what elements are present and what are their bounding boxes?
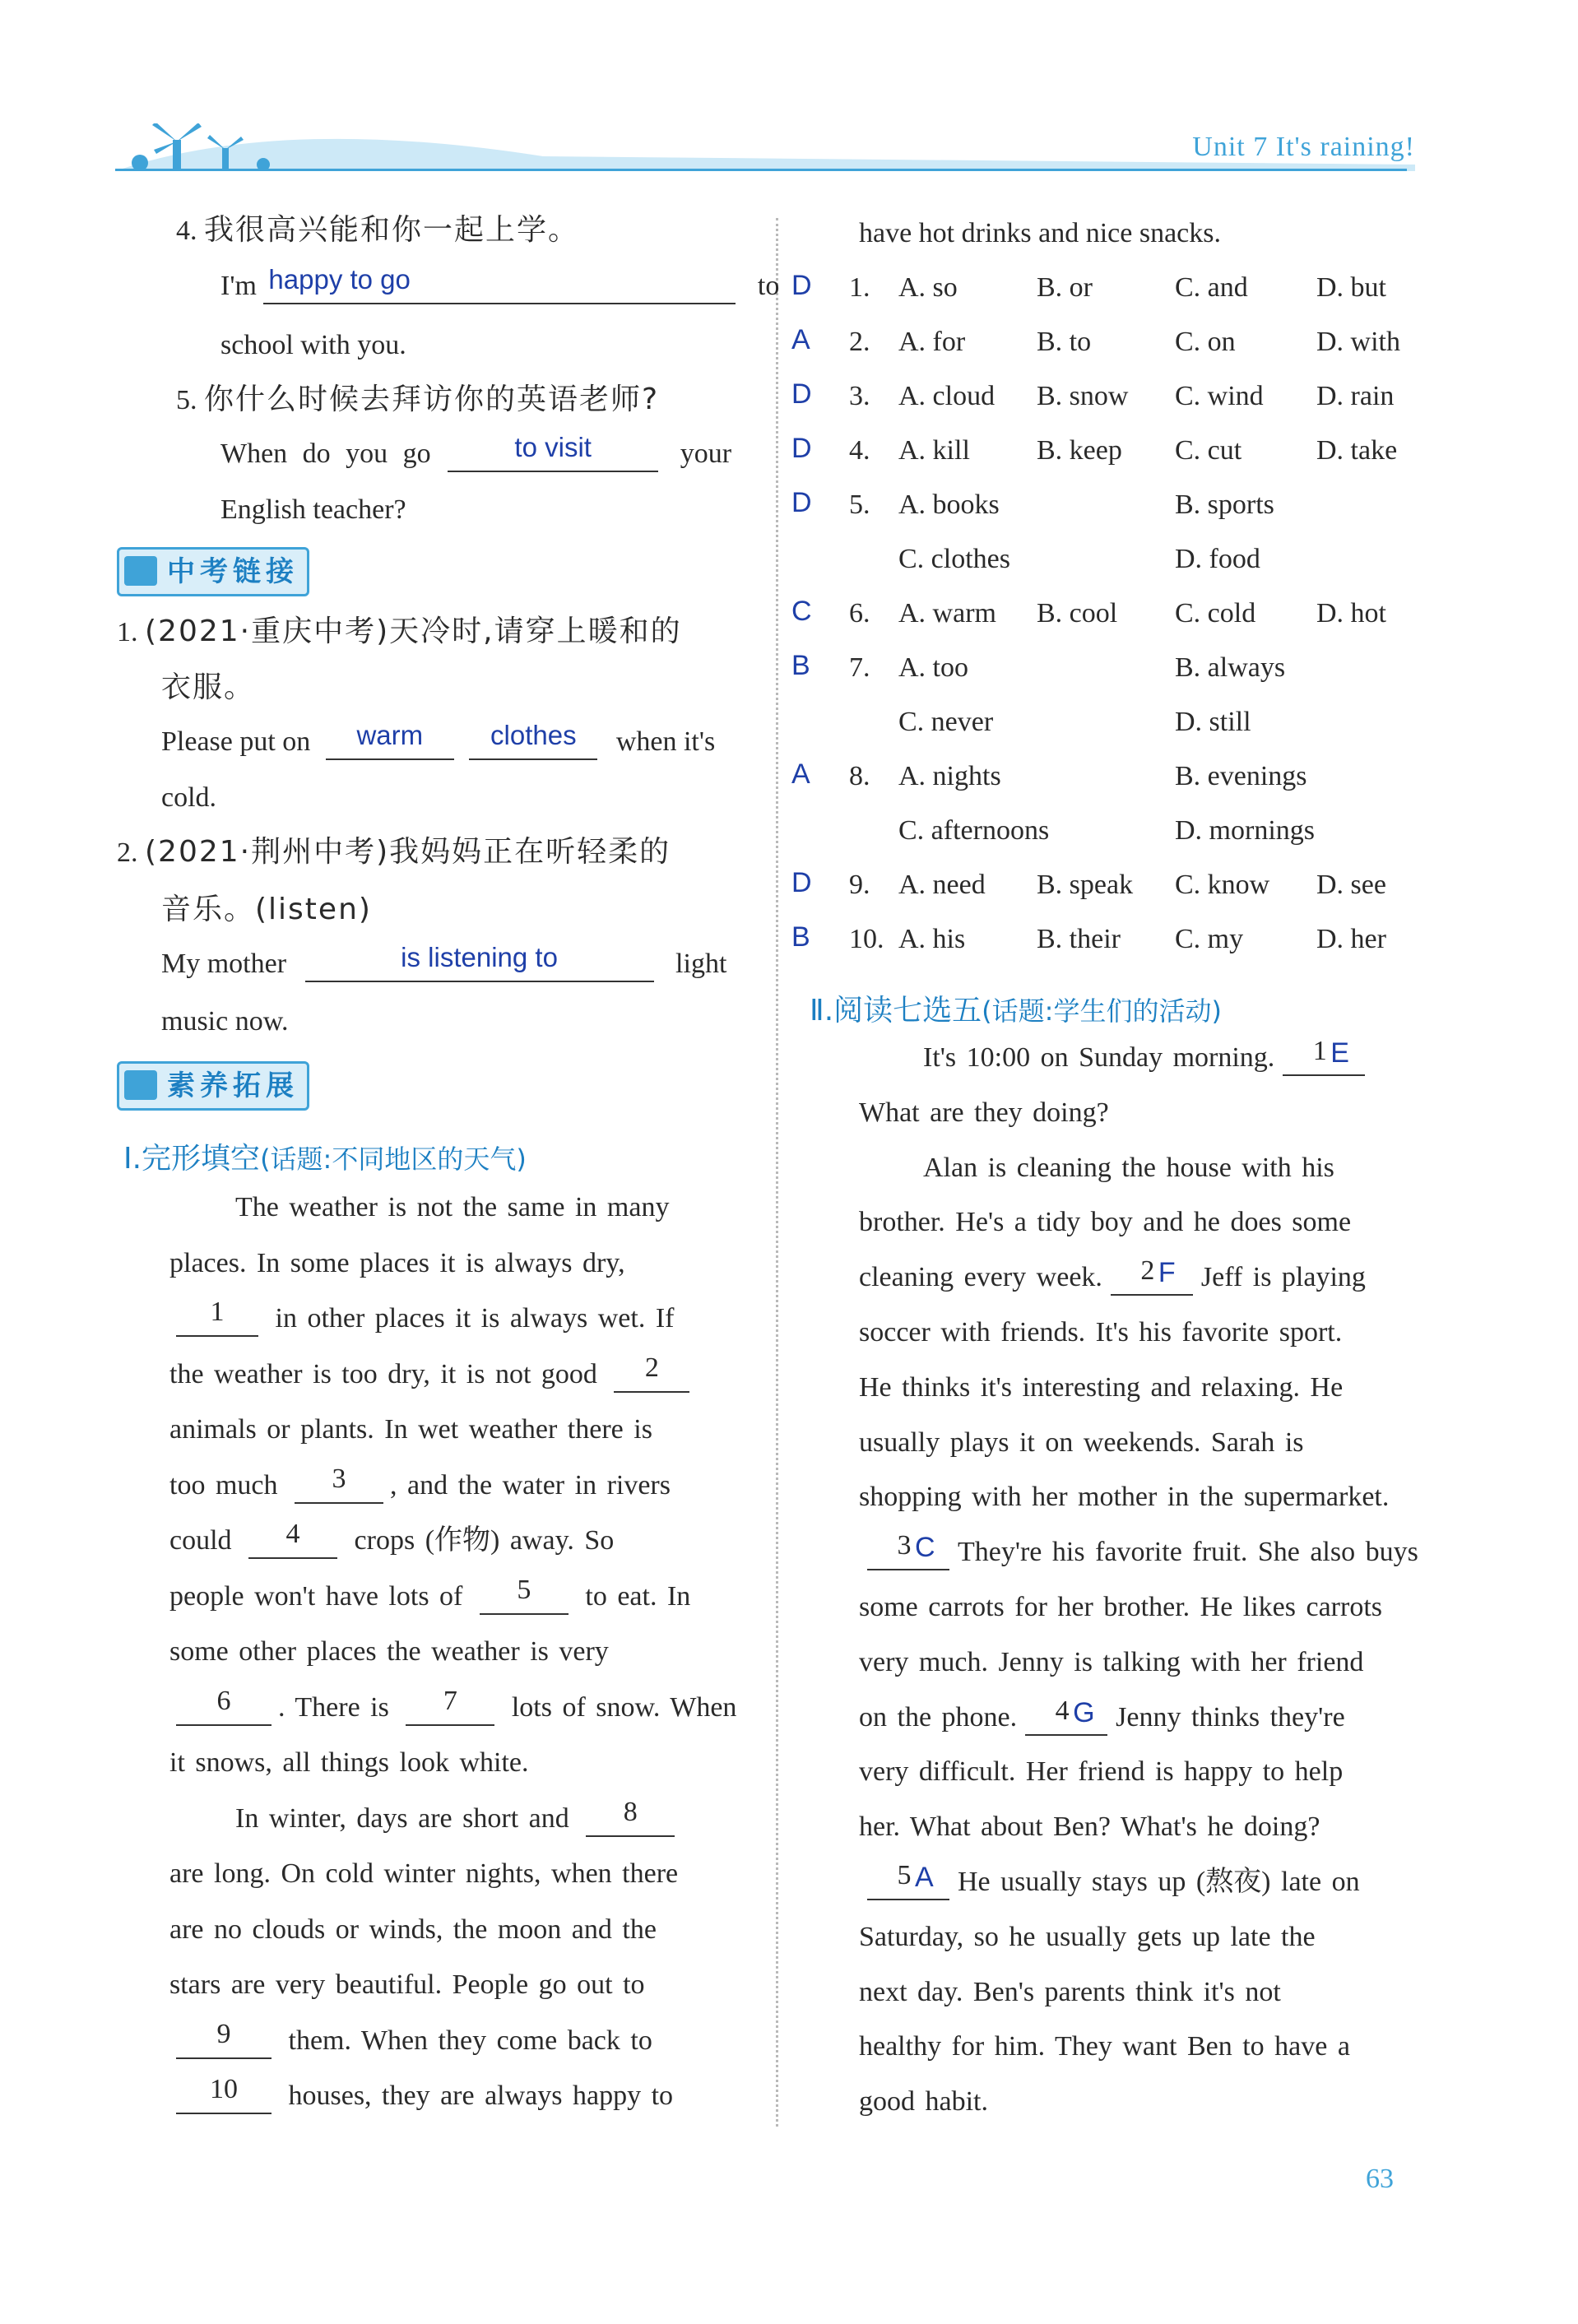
option-a[interactable]: A. so (898, 272, 958, 303)
zhongkao-question-1 (117, 614, 682, 651)
question-number: 1. (117, 617, 138, 647)
question-4-sentence (220, 264, 780, 304)
cloze-blank[interactable] (295, 1463, 383, 1504)
column-divider (776, 218, 778, 2127)
reading-text: He usually stays up (熬夜) late on (958, 1867, 1360, 1897)
choice-number: 3. (849, 381, 870, 411)
choice-number: 7. (849, 652, 870, 683)
cloze-blank[interactable] (176, 1685, 272, 1726)
reading-line (859, 1644, 1436, 1681)
option-a[interactable]: A. need (898, 870, 986, 900)
reading-line (859, 1479, 1436, 1515)
option-b[interactable]: B. keep (1037, 435, 1122, 466)
option-a[interactable]: A. kill (898, 435, 970, 466)
cloze-blank[interactable] (248, 1519, 337, 1559)
blank-answer: G (1073, 1696, 1095, 1728)
question-number: 4. (176, 216, 197, 246)
option-b[interactable]: B. sports (1175, 489, 1274, 520)
reading-text: good habit. (859, 2086, 988, 2118)
question-chinese: 你什么时候去拜访你的英语老师? (204, 383, 660, 416)
answer-blank[interactable] (469, 720, 597, 760)
question-chinese: (2021·荆州中考)我妈妈正在听轻柔的 (145, 835, 671, 869)
passage-line (169, 1912, 740, 1948)
option-b[interactable]: B. always (1175, 652, 1286, 683)
option-b[interactable]: B. cool (1037, 598, 1118, 629)
passage-line (235, 1190, 740, 1226)
option-c[interactable]: C. wind (1175, 381, 1264, 411)
sentence-text: when it's (615, 726, 716, 757)
passage-line (169, 1574, 740, 1615)
passage-text: lots of snow. When (501, 1691, 737, 1723)
reading-text: usually plays it on weekends. Sarah is (859, 1426, 1304, 1458)
blank-number: 7 (443, 1685, 457, 1716)
blank-answer: C (915, 1532, 935, 1564)
reading-line (859, 1315, 1436, 1351)
option-b[interactable]: B. or (1037, 272, 1093, 303)
option-d[interactable]: D. with (1316, 327, 1400, 357)
passage-line (169, 1967, 740, 2003)
passage-line (169, 1519, 740, 1559)
reading-text: very much. Jenny is talking with her friend (859, 1646, 1364, 1677)
question-number: 5. (176, 385, 197, 415)
sentence-text: English teacher? (220, 494, 406, 525)
sentence-text: I'm (220, 271, 257, 301)
blank-number: 4 (1055, 1695, 1070, 1726)
cloze-section-title (123, 1135, 527, 1177)
choice-answer: D (791, 378, 812, 410)
section-tag-zhongkao (117, 547, 309, 596)
reading-line (859, 1754, 1436, 1790)
unit-title: Unit 7 It's raining! (1192, 132, 1415, 162)
choice-number: 9. (849, 870, 870, 900)
reading-blank[interactable] (1025, 1695, 1107, 1736)
option-d[interactable]: D. but (1316, 272, 1386, 303)
cloze-blank[interactable] (176, 1297, 258, 1337)
blank-number: 2 (1140, 1255, 1155, 1287)
blank-number: 9 (216, 2018, 231, 2049)
passage-line (169, 1856, 740, 1892)
option-d[interactable]: D. hot (1316, 598, 1386, 629)
section-topic: (话题:不同地区的天气) (260, 1143, 527, 1175)
question-chinese: 音乐。(listen) (161, 893, 372, 926)
answer-blank[interactable] (326, 720, 454, 760)
passage-text: houses, they are always happy to (278, 2080, 674, 2111)
reading-section-title (810, 987, 1222, 1029)
sentence-text: cold. (161, 782, 217, 813)
answer-text: to visit (514, 432, 592, 462)
passage-line (169, 2018, 740, 2059)
reading-text: her. What about Ben? What's he doing? (859, 1811, 1320, 1843)
passage-line (169, 1297, 740, 1337)
option-b[interactable]: B. to (1037, 327, 1092, 357)
question-chinese: 衣服。 (161, 670, 256, 704)
question-5-sentence (220, 432, 732, 472)
option-c[interactable]: C. my (1175, 924, 1244, 954)
option-d[interactable]: D. her (1316, 924, 1386, 954)
sentence-text: When do you go (220, 438, 431, 469)
question-chinese: 我很高兴能和你一起上学。 (204, 213, 580, 247)
choice-answer: A (791, 758, 810, 790)
reading-line (859, 1809, 1436, 1845)
option-c[interactable]: C. cold (1175, 598, 1256, 629)
choice-number: 6. (849, 598, 870, 629)
choice-answer: D (791, 270, 812, 301)
tag-label: 中考链接 (167, 555, 299, 588)
reading-text: Alan is cleaning the house with his (923, 1152, 1334, 1183)
cloze-blank[interactable] (176, 2074, 272, 2114)
choice-answer: D (791, 433, 812, 464)
choice-answer: C (791, 596, 812, 627)
passage-text: to eat. In (574, 1580, 691, 1612)
reading-text: very difficult. Her friend is happy to help (859, 1756, 1344, 1788)
choice-number: 10. (849, 924, 884, 954)
passage-line (169, 1352, 740, 1393)
passage-line (169, 2074, 740, 2114)
reading-line (859, 2084, 1436, 2120)
option-a[interactable]: A. nights (898, 761, 1001, 791)
sentence-text: to (757, 271, 780, 301)
choice-number: 2. (849, 327, 870, 357)
choice-answer: B (791, 650, 810, 681)
blank-number: 4 (285, 1519, 300, 1549)
passage-text: In winter, days are short and (235, 1802, 580, 1834)
passage-text: , and the water in rivers (389, 1469, 671, 1501)
reading-blank[interactable] (1111, 1255, 1193, 1296)
blank-number: 5 (897, 1860, 912, 1890)
tag-label: 素养拓展 (167, 1069, 299, 1102)
section-title-text: Ⅰ.完形填空 (123, 1142, 261, 1176)
passage-line (169, 1634, 740, 1670)
passage-text: them. When they come back to (278, 2025, 652, 2056)
reading-text: cleaning every week. (859, 1262, 1102, 1293)
blank-number: 3 (332, 1463, 346, 1494)
passage-text: The weather is not the same in many (235, 1192, 670, 1222)
passage-text: animals or plants. In wet weather there is (169, 1414, 652, 1445)
answer-text: happy to go (268, 264, 411, 295)
passage-text: places. In some places it is always dry, (169, 1247, 625, 1278)
option-a[interactable]: A. too (898, 652, 968, 683)
option-c[interactable]: C. on (1175, 327, 1236, 357)
reading-text: shopping with her mother in the supermarket. (859, 1482, 1390, 1513)
passage-text: too much (169, 1469, 288, 1501)
answer-text: is listening to (401, 942, 558, 972)
passage-text: people won't have lots of (169, 1580, 473, 1612)
reading-text: soccer with friends. It's his favorite sport. (859, 1317, 1343, 1348)
sentence-text: school with you. (220, 330, 406, 360)
blank-number: 1 (1312, 1036, 1327, 1066)
answer-text: warm (356, 720, 424, 750)
blank-answer: A (915, 1862, 934, 1893)
zhongkao-question-2 (117, 834, 671, 871)
section-tag-suyang (117, 1061, 309, 1111)
section-title-text: Ⅱ.阅读七选五 (810, 994, 982, 1027)
reading-line (859, 1530, 1436, 1570)
reading-text: They're his favorite fruit. She also buys (958, 1537, 1418, 1568)
option-d[interactable]: D. see (1316, 870, 1386, 900)
sentence-text: My mother (161, 949, 287, 979)
pencil-book-icon (124, 556, 157, 586)
blank-number: 8 (623, 1796, 638, 1827)
question-chinese: (2021·重庆中考)天冷时,请穿上暖和的 (145, 615, 682, 648)
reading-text: Jeff is playing (1200, 1262, 1366, 1293)
zhongkao-q2-sentence (161, 942, 727, 982)
answer-blank[interactable] (448, 432, 658, 472)
passage-text: it snows, all things look white. (169, 1747, 529, 1778)
choice-answer: D (791, 867, 812, 898)
passage-text: are no clouds or winds, the moon and the (169, 1913, 657, 1945)
cloze-blank[interactable] (406, 1685, 494, 1726)
answer-text: clothes (490, 720, 577, 750)
reading-text: It's 10:00 on Sunday morning. (923, 1042, 1275, 1073)
answer-blank[interactable] (263, 264, 736, 304)
reading-line (859, 1095, 1436, 1131)
question-5 (176, 382, 659, 419)
passage-text: . There is (278, 1691, 400, 1723)
option-c[interactable]: C. afternoons (898, 815, 1050, 846)
reading-blank[interactable] (867, 1860, 949, 1900)
reading-text: He thinks it's interesting and relaxing. He (859, 1371, 1344, 1403)
choice-number: 5. (849, 489, 870, 520)
option-c[interactable]: C. and (1175, 272, 1248, 303)
sentence-text: music now. (161, 1006, 289, 1037)
section-topic: (话题:学生们的活动) (982, 995, 1222, 1027)
passage-line (169, 1412, 740, 1448)
option-a[interactable]: A. books (898, 489, 1000, 520)
blank-number: 2 (644, 1352, 659, 1383)
blank-number: 1 (210, 1297, 225, 1327)
cloze-blank[interactable] (586, 1796, 675, 1837)
passage-text: some other places the weather is very (169, 1636, 609, 1667)
reading-line (923, 1150, 1436, 1186)
question-number: 2. (117, 837, 138, 868)
passage-text: stars are very beautiful. People go out to (169, 1969, 645, 2000)
choice-answer: D (791, 487, 812, 518)
blank-number: 6 (216, 1685, 231, 1716)
passage-line (169, 1463, 740, 1504)
reading-text: Jenny thinks they're (1116, 1701, 1345, 1733)
choice-number: 1. (849, 272, 870, 303)
blank-number: 10 (210, 2074, 238, 2104)
reading-line (859, 1589, 1436, 1626)
blank-answer: E (1330, 1037, 1349, 1069)
sentence-text: light (675, 949, 727, 979)
blank-number: 3 (897, 1530, 912, 1561)
passage-text: the weather is too dry, it is not good (169, 1358, 608, 1389)
option-a[interactable]: A. his (898, 924, 966, 954)
option-d[interactable]: D. take (1316, 435, 1398, 466)
cloze-blank[interactable] (176, 2018, 272, 2059)
option-c[interactable]: C. know (1175, 870, 1270, 900)
passage-line (235, 1796, 740, 1837)
option-c[interactable]: C. never (898, 707, 994, 737)
reading-line (923, 1036, 1436, 1076)
reading-line (859, 1860, 1436, 1900)
reading-line (859, 1425, 1436, 1461)
choice-answer: A (791, 324, 810, 355)
reading-line (859, 1255, 1436, 1296)
reading-line (859, 1974, 1436, 2011)
reading-text: some carrots for her brother. He likes carrots (859, 1592, 1382, 1622)
option-c[interactable]: C. cut (1175, 435, 1242, 466)
passage-text: could (169, 1525, 243, 1556)
option-b[interactable]: B. snow (1037, 381, 1129, 411)
passage-continuation: have hot drinks and nice snacks. (859, 218, 1221, 248)
blank-number: 5 (517, 1574, 531, 1605)
reading-line (859, 2029, 1436, 2065)
reading-line (859, 1204, 1436, 1241)
reading-text: on the phone. (859, 1701, 1018, 1733)
answer-blank[interactable] (305, 942, 654, 982)
blank-answer: F (1158, 1257, 1176, 1289)
choice-number: 8. (849, 761, 870, 791)
reading-text: What are they doing? (859, 1097, 1109, 1128)
option-a[interactable]: A. for (898, 327, 966, 357)
reading-line (859, 1370, 1436, 1406)
reading-line (859, 1695, 1436, 1736)
choice-number: 4. (849, 435, 870, 466)
cloze-blank[interactable] (614, 1352, 689, 1393)
option-d[interactable]: D. food (1175, 544, 1260, 574)
choice-answer: B (791, 921, 810, 953)
option-b[interactable]: B. speak (1037, 870, 1134, 900)
pencil-book-icon (124, 1070, 157, 1100)
reading-blank[interactable] (867, 1530, 949, 1570)
reading-blank[interactable] (1283, 1036, 1365, 1076)
option-d[interactable]: D. still (1175, 707, 1251, 737)
page-number: 63 (1366, 2164, 1394, 2194)
passage-text: crops (作物) away. So (344, 1525, 615, 1556)
option-b[interactable]: B. evenings (1175, 761, 1307, 791)
cloze-blank[interactable] (480, 1574, 569, 1615)
option-d[interactable]: D. rain (1316, 381, 1395, 411)
option-c[interactable]: C. clothes (898, 544, 1010, 574)
reading-text: Saturday, so he usually gets up late the (859, 1921, 1316, 1952)
question-4 (176, 212, 579, 249)
sentence-text: Please put on (161, 726, 311, 757)
option-b[interactable]: B. their (1037, 924, 1121, 954)
zhongkao-q1-sentence (161, 720, 716, 760)
passage-text: are long. On cold winter nights, when there (169, 1858, 679, 1889)
header-rule (115, 169, 1407, 171)
option-d[interactable]: D. mornings (1175, 815, 1315, 846)
passage-line (169, 1245, 740, 1282)
passage-line (169, 1745, 740, 1781)
option-a[interactable]: A. warm (898, 598, 996, 629)
reading-text: next day. Ben's parents think it's not (859, 1976, 1281, 2007)
passage-text: in other places it is always wet. If (265, 1303, 675, 1334)
reading-text: brother. He's a tidy boy and he does some (859, 1207, 1352, 1238)
reading-text: healthy for him. They want Ben to have a (859, 2031, 1350, 2062)
reading-line (859, 1919, 1436, 1955)
sentence-text: your (680, 438, 732, 469)
passage-line (169, 1685, 740, 1726)
option-a[interactable]: A. cloud (898, 381, 996, 411)
